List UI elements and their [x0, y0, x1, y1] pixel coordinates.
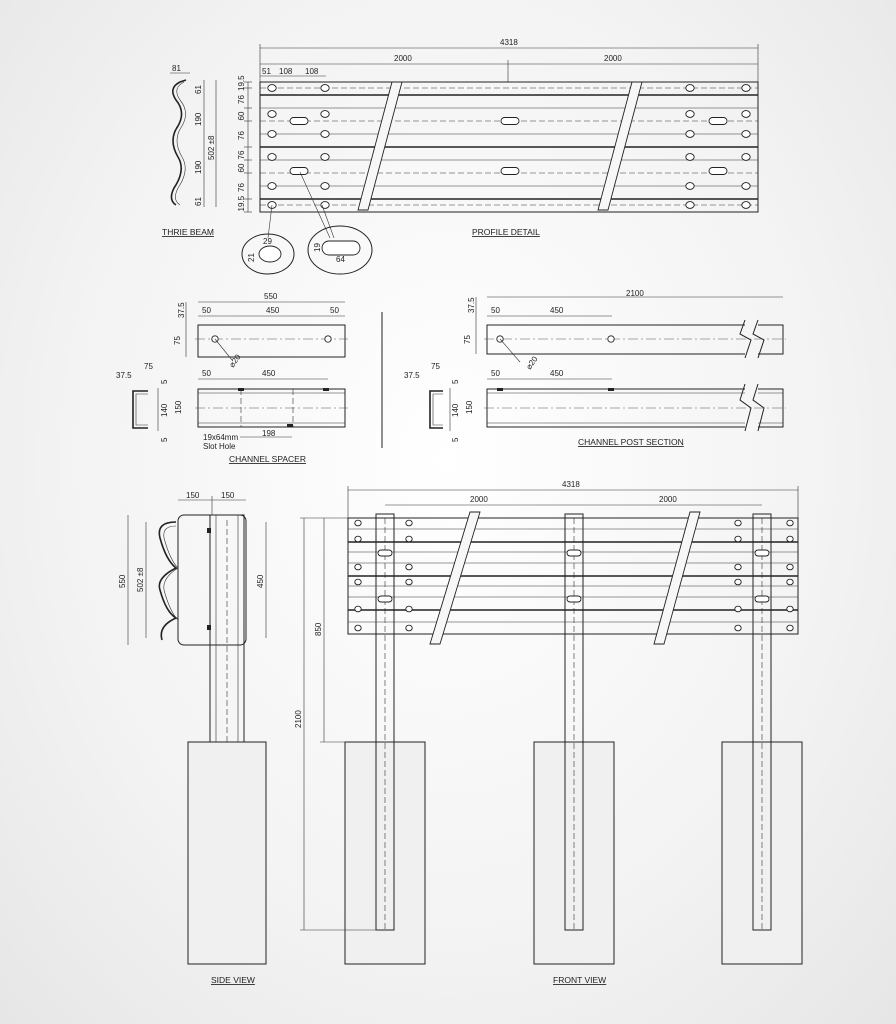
spacer-sec-b: 75 [144, 362, 153, 371]
bolt-hole [787, 579, 793, 585]
bolt-hole [686, 154, 694, 161]
bolt-hole [686, 85, 694, 92]
thrie-d61-top: 61 [194, 85, 203, 94]
slot-hole [290, 118, 308, 125]
slot-hole [501, 118, 519, 125]
spacer-sec-d: 140 [160, 403, 169, 417]
side-h502: 502 ±8 [136, 567, 145, 592]
bolt-hole [735, 625, 741, 631]
profile-detail [237, 38, 758, 274]
side-w1: 150 [186, 491, 200, 500]
post-edge: 37.5 [467, 297, 476, 313]
thrie-beam-title: THRIE BEAM [162, 227, 214, 237]
post-height: 75 [463, 335, 472, 344]
thrie-d61-bot: 61 [194, 197, 203, 206]
spacer-b-e: 50 [202, 369, 211, 378]
bolt-hole [355, 606, 361, 612]
side-h550: 550 [118, 574, 127, 588]
thrie-total-height: 502 ±8 [207, 135, 216, 160]
bolt-hole [787, 606, 793, 612]
bolt-hole [406, 520, 412, 526]
post-sec-e: 150 [465, 400, 474, 414]
round-hole-width: 29 [263, 237, 272, 246]
bolt-hole [268, 154, 276, 161]
row-dimension-label: 60 [237, 163, 246, 173]
slot-hole [567, 550, 581, 556]
bolt-hole [686, 183, 694, 190]
bolt-hole [735, 564, 741, 570]
front-h850: 850 [314, 622, 323, 636]
front-span-1: 2000 [470, 495, 488, 504]
post-sec-f: 5 [451, 437, 460, 442]
front-rail-lines [348, 529, 798, 622]
slot-hole [567, 596, 581, 602]
slot-hole [378, 550, 392, 556]
bolt-hole [406, 625, 412, 631]
bolt-hole [355, 625, 361, 631]
side-h450: 450 [256, 574, 265, 588]
bolt-hole [268, 111, 276, 118]
spacer-slot-note-2: Slot Hole [203, 442, 236, 451]
side-view-title: SIDE VIEW [211, 975, 255, 985]
profile-x51: 51 [262, 67, 271, 76]
bolt-hole [686, 131, 694, 138]
bolt-hole [742, 183, 750, 190]
bolt-hole [735, 606, 741, 612]
front-h2100: 2100 [294, 710, 303, 728]
slot-hole [709, 118, 727, 125]
spacer-hole-dia: ⌀20 [227, 352, 243, 370]
post-b-e: 50 [491, 369, 500, 378]
slot-hole [378, 596, 392, 602]
channel-spacer-title: CHANNEL SPACER [229, 454, 306, 464]
bolt-hole [355, 564, 361, 570]
profile-x108a: 108 [279, 67, 293, 76]
spacer-slot-note-1: 19x64mm [203, 433, 239, 442]
bolt-hole [268, 183, 276, 190]
front-view-title: FRONT VIEW [553, 975, 607, 985]
post-sec-a: 37.5 [404, 371, 420, 380]
side-w2: 150 [221, 491, 235, 500]
spacer-edge: 37.5 [177, 302, 186, 318]
bolt-hole [321, 154, 329, 161]
front-view [294, 480, 802, 985]
bolt-hole [735, 579, 741, 585]
post-e1: 50 [491, 306, 500, 315]
slot-hole [501, 168, 519, 175]
bolt-hole [787, 536, 793, 542]
row-dimension-label: 19.5 [237, 195, 246, 212]
slot-hole [755, 550, 769, 556]
bolt-hole [321, 85, 329, 92]
bolt-hole [406, 579, 412, 585]
thrie-d190-top: 190 [194, 112, 203, 126]
front-span-2: 2000 [659, 495, 677, 504]
channel-post-title: CHANNEL POST SECTION [578, 437, 684, 447]
row-dimension-label: 76 [237, 183, 246, 192]
post-sec-d: 140 [451, 403, 460, 417]
round-hole-height: 21 [247, 253, 256, 262]
slot-width: 64 [336, 255, 345, 264]
post-hole-dia: ⌀20 [524, 354, 540, 372]
slot-height: 19 [313, 243, 322, 252]
row-dimension-label: 19.5 [237, 75, 246, 91]
bolt-hole [742, 85, 750, 92]
post-sec-b: 75 [431, 362, 440, 371]
spacer-e1: 50 [202, 306, 211, 315]
spacer-sec-a: 37.5 [116, 371, 132, 380]
side-view [118, 491, 266, 985]
bolt-hole [686, 111, 694, 118]
bolt-hole [735, 536, 741, 542]
spacer-slot-pos: 198 [262, 429, 276, 438]
spacer-height: 75 [173, 336, 182, 345]
bolt-hole [406, 564, 412, 570]
thrie-width-label: 81 [172, 64, 181, 73]
profile-x108b: 108 [305, 67, 319, 76]
post-b-mid: 450 [550, 369, 564, 378]
bolt-hole [742, 154, 750, 161]
bolt-hole [686, 202, 694, 209]
bolt-hole [355, 520, 361, 526]
front-posts [345, 514, 802, 964]
bolt-hole [787, 625, 793, 631]
post-sec-c: 5 [451, 379, 460, 384]
bolt-hole [735, 520, 741, 526]
bolt-hole [321, 183, 329, 190]
bolt-hole [742, 111, 750, 118]
row-dimension-label: 76 [237, 131, 246, 140]
row-dimension-label: 76 [237, 150, 246, 160]
thrie-beam-section [162, 64, 216, 237]
profile-span-2: 2000 [604, 54, 622, 63]
bolt-hole [268, 85, 276, 92]
bolt-hole [742, 202, 750, 209]
profile-detail-title: PROFILE DETAIL [472, 227, 540, 237]
spacer-e2: 50 [330, 306, 339, 315]
slot-hole [755, 596, 769, 602]
post-length: 2100 [626, 289, 644, 298]
bolt-hole [321, 131, 329, 138]
bolt-hole [355, 536, 361, 542]
bolt-hole [742, 131, 750, 138]
spacer-sec-f: 5 [160, 437, 169, 442]
slot-hole [290, 168, 308, 175]
bolt-hole [321, 111, 329, 118]
spacer-b-mid: 450 [262, 369, 276, 378]
channel-spacer [116, 292, 348, 464]
bolt-hole [406, 536, 412, 542]
bolt-hole [355, 579, 361, 585]
spacer-sec-c: 5 [160, 379, 169, 384]
spacer-sec-e: 150 [174, 400, 183, 414]
bolt-hole [787, 520, 793, 526]
spacer-length: 550 [264, 292, 278, 301]
front-overall-length: 4318 [562, 480, 580, 489]
bolt-hole [406, 606, 412, 612]
profile-span-1: 2000 [394, 54, 412, 63]
bolt-hole [787, 564, 793, 570]
profile-row-dimensions [237, 75, 252, 212]
slot-hole [709, 168, 727, 175]
row-dimension-label: 76 [237, 95, 246, 104]
row-dimension-label: 60 [237, 111, 246, 121]
thrie-d190-bot: 190 [194, 160, 203, 174]
bolt-hole [268, 131, 276, 138]
spacer-mid: 450 [266, 306, 280, 315]
channel-post-section [404, 289, 786, 447]
post-mid: 450 [550, 306, 564, 315]
profile-overall-length: 4318 [500, 38, 518, 47]
